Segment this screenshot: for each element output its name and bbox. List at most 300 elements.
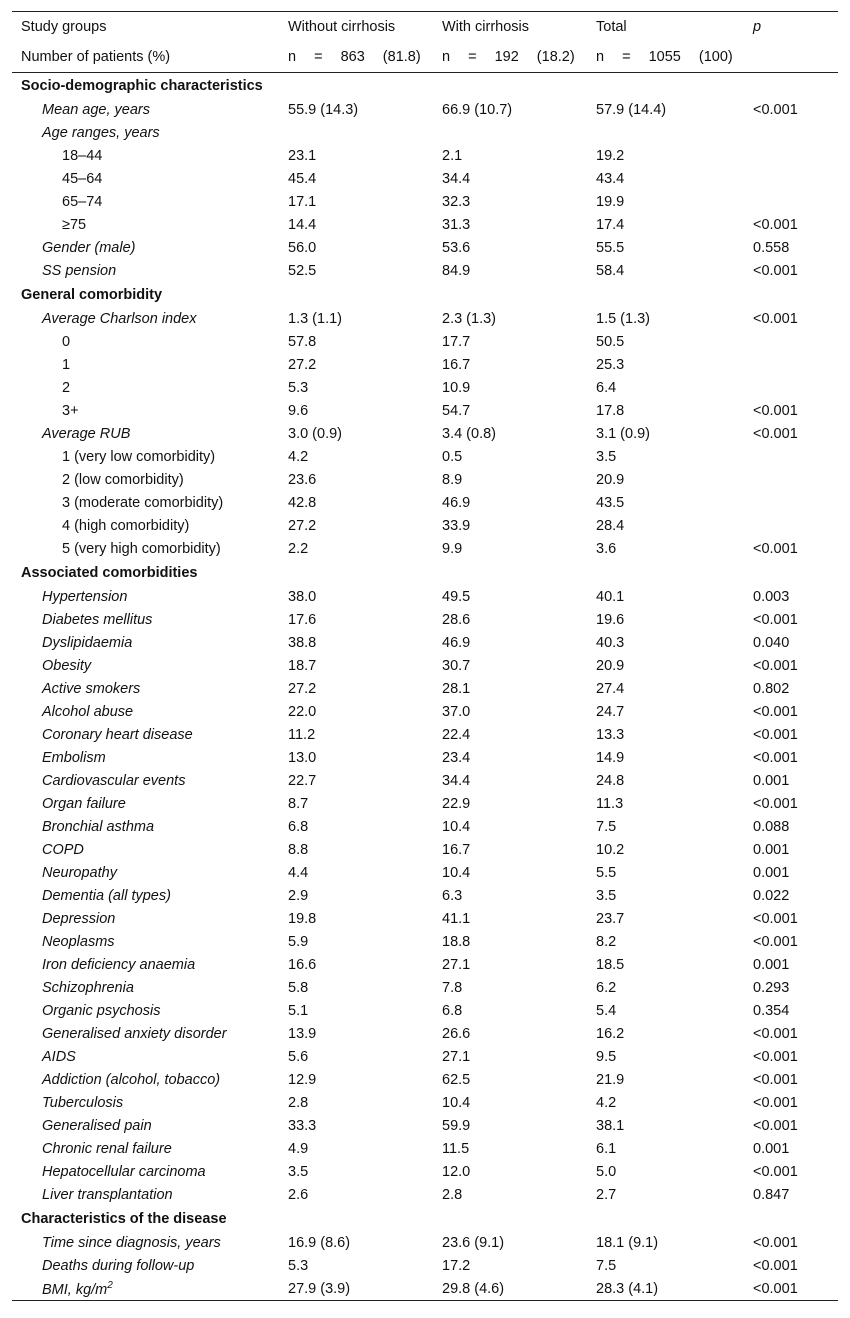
row-label bbox=[12, 1254, 279, 1277]
cell-with-cirrhosis: 28.6 bbox=[442, 611, 471, 628]
row-label bbox=[12, 1160, 279, 1183]
row-label bbox=[12, 930, 279, 953]
row-label-text: Active smokers bbox=[42, 680, 141, 697]
table-row bbox=[12, 930, 838, 953]
row-label-text: Dyslipidaemia bbox=[42, 634, 133, 651]
cell-total: 6.2 bbox=[596, 979, 617, 996]
header-study-groups: Study groups bbox=[12, 12, 279, 43]
cell-total: 3.5 bbox=[596, 887, 617, 904]
cell-without-cirrhosis: 2.2 bbox=[288, 540, 309, 557]
row-label bbox=[12, 121, 279, 144]
cell-without-cirrhosis: 5.6 bbox=[288, 1048, 309, 1065]
cell-without-cirrhosis: 45.4 bbox=[288, 170, 317, 187]
row-label-text: Alcohol abuse bbox=[42, 703, 134, 720]
cell-p-value bbox=[747, 144, 838, 167]
row-label bbox=[12, 353, 279, 376]
cell-with-cirrhosis: 0.5 bbox=[442, 448, 463, 465]
table-row bbox=[12, 1137, 838, 1160]
cell-without-cirrhosis: 4.2 bbox=[288, 448, 309, 465]
table-row bbox=[12, 121, 838, 144]
cell-without-cirrhosis: 13.9 bbox=[288, 1025, 317, 1042]
cell-p-value: 0.001 bbox=[753, 841, 790, 858]
cell-without-cirrhosis: 13.0 bbox=[288, 749, 317, 766]
table-row bbox=[12, 167, 838, 190]
cell-without-cirrhosis: 3.5 bbox=[288, 1163, 309, 1180]
cell-total: 40.1 bbox=[596, 588, 625, 605]
cell-p-value: <0.001 bbox=[753, 1257, 798, 1274]
cell-with-cirrhosis: 32.3 bbox=[442, 193, 471, 210]
cell-total: 17.8 bbox=[596, 402, 625, 419]
section-header-row bbox=[12, 282, 838, 307]
row-label-text: Generalised pain bbox=[42, 1117, 152, 1134]
row-label-text: Gender (male) bbox=[42, 239, 136, 256]
cell-total: 3.1 (0.9) bbox=[596, 425, 650, 442]
cell-with-cirrhosis: 9.9 bbox=[442, 540, 463, 557]
cell-total: 16.2 bbox=[596, 1025, 625, 1042]
cell-with-cirrhosis: 41.1 bbox=[442, 910, 471, 927]
cell-p-value: 0.001 bbox=[753, 772, 790, 789]
header-p-empty bbox=[747, 42, 838, 73]
cell-p-value: 0.022 bbox=[753, 887, 790, 904]
row-label-text: Average Charlson index bbox=[42, 310, 197, 327]
row-label-text: 4 (high comorbidity) bbox=[62, 517, 190, 534]
cell-with-cirrhosis: 49.5 bbox=[442, 588, 471, 605]
table-row bbox=[12, 631, 838, 654]
cell-p-value bbox=[747, 330, 838, 353]
row-label-text: Time since diagnosis, years bbox=[42, 1234, 221, 1251]
row-label-text: 1 (very low comorbidity) bbox=[62, 448, 216, 465]
row-label bbox=[12, 608, 279, 631]
table-row bbox=[12, 537, 838, 560]
row-label-text: 5 (very high comorbidity) bbox=[62, 540, 221, 557]
section-title: Associated comorbidities bbox=[21, 564, 198, 581]
row-label-text: Cardiovascular events bbox=[42, 772, 186, 789]
cell-total: 5.5 bbox=[596, 864, 617, 881]
cell-total: 19.9 bbox=[596, 193, 625, 210]
table-row bbox=[12, 1091, 838, 1114]
cell-with-cirrhosis: 8.9 bbox=[442, 471, 463, 488]
row-label bbox=[12, 746, 279, 769]
table-row bbox=[12, 861, 838, 884]
cell-p-value: <0.001 bbox=[753, 1117, 798, 1134]
cell-with-cirrhosis: 6.8 bbox=[442, 1002, 463, 1019]
table-row bbox=[12, 838, 838, 861]
row-label bbox=[12, 769, 279, 792]
cell-without-cirrhosis: 22.0 bbox=[288, 703, 317, 720]
row-label-text: Organic psychosis bbox=[42, 1002, 161, 1019]
row-label-text: Depression bbox=[42, 910, 116, 927]
row-label-text: Schizophrenia bbox=[42, 979, 134, 996]
cell-without-cirrhosis: 18.7 bbox=[288, 657, 317, 674]
cell-p-value: <0.001 bbox=[753, 216, 798, 233]
cell-p-value bbox=[747, 121, 838, 144]
cell-p-value: 0.088 bbox=[753, 818, 790, 835]
cell-p-value: <0.001 bbox=[753, 540, 798, 557]
cell-p-value: <0.001 bbox=[753, 402, 798, 419]
cell-without-cirrhosis: 57.8 bbox=[288, 333, 317, 350]
table-row bbox=[12, 677, 838, 700]
cell-total: 3.5 bbox=[596, 448, 617, 465]
cell-without-cirrhosis: 11.2 bbox=[288, 726, 316, 743]
row-label-text: Deaths during follow-up bbox=[42, 1257, 195, 1274]
cell-without-cirrhosis: 23.6 bbox=[288, 471, 317, 488]
cell-with-cirrhosis: 16.7 bbox=[442, 841, 471, 858]
row-label bbox=[12, 677, 279, 700]
cell-total: 40.3 bbox=[596, 634, 625, 651]
cell-without-cirrhosis: 33.3 bbox=[288, 1117, 317, 1134]
cell-without-cirrhosis: 8.8 bbox=[288, 841, 309, 858]
table-row bbox=[12, 190, 838, 213]
cell-total: 28.4 bbox=[596, 517, 625, 534]
cell-p-value bbox=[747, 353, 838, 376]
cell-total: 50.5 bbox=[596, 333, 625, 350]
row-label-text: Hepatocellular carcinoma bbox=[42, 1163, 206, 1180]
row-label-text: Obesity bbox=[42, 657, 92, 674]
cell-with-cirrhosis: 7.8 bbox=[442, 979, 463, 996]
cell-p-value: <0.001 bbox=[753, 1025, 798, 1042]
cell-p-value bbox=[747, 468, 838, 491]
row-label-text: AIDS bbox=[42, 1048, 76, 1065]
cell-total: 55.5 bbox=[596, 239, 625, 256]
cell-p-value: <0.001 bbox=[753, 703, 798, 720]
cell-with-cirrhosis: 46.9 bbox=[442, 634, 471, 651]
row-label bbox=[12, 884, 279, 907]
cell-with-cirrhosis: 28.1 bbox=[442, 680, 471, 697]
row-label bbox=[12, 537, 279, 560]
table-header bbox=[12, 12, 838, 73]
cell-total: 5.4 bbox=[596, 1002, 617, 1019]
cell-p-value: 0.040 bbox=[753, 634, 790, 651]
table-row bbox=[12, 746, 838, 769]
cell-without-cirrhosis: 14.4 bbox=[288, 216, 317, 233]
section-header-row bbox=[12, 73, 838, 99]
table-row bbox=[12, 723, 838, 746]
cell-p-value: <0.001 bbox=[753, 1234, 798, 1251]
section-header-row bbox=[12, 1206, 838, 1231]
cell-with-cirrhosis: 2.1 bbox=[442, 147, 463, 164]
row-label-text: Bronchial asthma bbox=[42, 818, 155, 835]
cell-p-value: 0.354 bbox=[753, 1002, 790, 1019]
table-row bbox=[12, 1231, 838, 1254]
cell-total: 9.5 bbox=[596, 1048, 617, 1065]
row-label-text: 2 (low comorbidity) bbox=[62, 471, 184, 488]
cell-total: 24.7 bbox=[596, 703, 625, 720]
cell-with-cirrhosis: 11.5 bbox=[442, 1140, 470, 1157]
cell-p-value bbox=[747, 445, 838, 468]
cell-with-cirrhosis: 34.4 bbox=[442, 170, 471, 187]
row-label bbox=[12, 236, 279, 259]
table-row bbox=[12, 608, 838, 631]
row-label-text: Coronary heart disease bbox=[42, 726, 193, 743]
row-label-text: 3+ bbox=[62, 402, 79, 419]
cell-total: 7.5 bbox=[596, 1257, 617, 1274]
row-label bbox=[12, 1183, 279, 1206]
cell-total: 20.9 bbox=[596, 471, 625, 488]
row-label bbox=[12, 792, 279, 815]
cell-without-cirrhosis: 23.1 bbox=[288, 147, 317, 164]
cell-without-cirrhosis: 5.3 bbox=[288, 1257, 309, 1274]
cell-p-value: <0.001 bbox=[753, 101, 798, 118]
row-label-text: Diabetes mellitus bbox=[42, 611, 153, 628]
section-title: Characteristics of the disease bbox=[21, 1210, 227, 1227]
cell-p-value: <0.001 bbox=[753, 425, 798, 442]
cell-total: 25.3 bbox=[596, 356, 625, 373]
table-row bbox=[12, 491, 838, 514]
cell-p-value bbox=[747, 491, 838, 514]
cell-with-cirrhosis: 10.9 bbox=[442, 379, 471, 396]
row-label-text: 2 bbox=[62, 379, 71, 396]
cell-total: 27.4 bbox=[596, 680, 625, 697]
cell-total: 57.9 (14.4) bbox=[596, 101, 667, 118]
row-label-text: BMI, kg/m bbox=[42, 1281, 108, 1298]
cell-p-value: 0.847 bbox=[753, 1186, 790, 1203]
header-n-without-cirrhosis: n = 863 (81.8) bbox=[279, 42, 433, 73]
table-row bbox=[12, 1254, 838, 1277]
row-label bbox=[12, 907, 279, 930]
cell-p-value: 0.001 bbox=[753, 864, 790, 881]
cell-total: 23.7 bbox=[596, 910, 625, 927]
cell-without-cirrhosis: 52.5 bbox=[288, 262, 317, 279]
cell-without-cirrhosis: 2.8 bbox=[288, 1094, 309, 1111]
row-label bbox=[12, 98, 279, 121]
cell-total: 10.2 bbox=[596, 841, 625, 858]
cell-without-cirrhosis: 9.6 bbox=[288, 402, 309, 419]
cell-with-cirrhosis: 46.9 bbox=[442, 494, 471, 511]
table-row bbox=[12, 259, 838, 282]
row-label bbox=[12, 723, 279, 746]
cell-p-value: <0.001 bbox=[753, 933, 798, 950]
header-row-counts bbox=[12, 42, 838, 73]
cell-total: 1.5 (1.3) bbox=[596, 310, 650, 327]
cell-with-cirrhosis: 10.4 bbox=[442, 1094, 471, 1111]
cell-without-cirrhosis: 5.8 bbox=[288, 979, 309, 996]
row-label-text: Addiction (alcohol, tobacco) bbox=[42, 1071, 221, 1088]
cell-total: 43.4 bbox=[596, 170, 625, 187]
table-row bbox=[12, 376, 838, 399]
cell-p-value bbox=[747, 190, 838, 213]
row-label-text: Tuberculosis bbox=[42, 1094, 124, 1111]
cell-without-cirrhosis: 8.7 bbox=[288, 795, 309, 812]
cell-with-cirrhosis: 18.8 bbox=[442, 933, 471, 950]
cell-with-cirrhosis: 27.1 bbox=[442, 1048, 471, 1065]
table-row bbox=[12, 700, 838, 723]
header-total: Total bbox=[587, 12, 747, 43]
row-label bbox=[12, 144, 279, 167]
cell-without-cirrhosis: 27.9 (3.9) bbox=[279, 1277, 433, 1301]
cell-with-cirrhosis: 22.9 bbox=[442, 795, 471, 812]
table-row bbox=[12, 585, 838, 608]
row-label-text: 1 bbox=[62, 356, 71, 373]
cell-with-cirrhosis: 66.9 (10.7) bbox=[442, 101, 513, 118]
row-label bbox=[12, 445, 279, 468]
cell-without-cirrhosis: 2.9 bbox=[288, 887, 309, 904]
row-label bbox=[12, 1045, 279, 1068]
cell-p-value bbox=[747, 514, 838, 537]
row-label bbox=[12, 976, 279, 999]
table-row bbox=[12, 330, 838, 353]
row-label bbox=[12, 1091, 279, 1114]
cell-p-value: <0.001 bbox=[747, 1277, 838, 1301]
table-row bbox=[12, 213, 838, 236]
cell-p-value: <0.001 bbox=[753, 1094, 798, 1111]
cell-with-cirrhosis: 2.3 (1.3) bbox=[442, 310, 496, 327]
cell-with-cirrhosis: 54.7 bbox=[442, 402, 471, 419]
cell-p-value bbox=[747, 376, 838, 399]
cell-p-value: <0.001 bbox=[753, 910, 798, 927]
row-label bbox=[12, 468, 279, 491]
cell-without-cirrhosis: 19.8 bbox=[288, 910, 317, 927]
cell-with-cirrhosis: 29.8 (4.6) bbox=[433, 1277, 587, 1301]
cell-p-value: <0.001 bbox=[753, 795, 798, 812]
cell-with-cirrhosis: 37.0 bbox=[442, 703, 471, 720]
table-row bbox=[12, 792, 838, 815]
cell-with-cirrhosis: 33.9 bbox=[442, 517, 471, 534]
header-row-groups bbox=[12, 12, 838, 43]
section-header-row bbox=[12, 560, 838, 585]
cell-total: 17.4 bbox=[596, 216, 625, 233]
row-label-text: Average RUB bbox=[42, 425, 131, 442]
cell-total: 14.9 bbox=[596, 749, 625, 766]
row-label-text: Mean age, years bbox=[42, 101, 151, 118]
table-row bbox=[12, 654, 838, 677]
table-row bbox=[12, 999, 838, 1022]
cell-total: 43.5 bbox=[596, 494, 625, 511]
row-label bbox=[12, 330, 279, 353]
cell-total: 20.9 bbox=[596, 657, 625, 674]
cell-without-cirrhosis: 16.6 bbox=[288, 956, 317, 973]
cell-with-cirrhosis bbox=[433, 121, 587, 144]
cell-p-value: <0.001 bbox=[753, 1048, 798, 1065]
cell-without-cirrhosis: 12.9 bbox=[288, 1071, 317, 1088]
table-row bbox=[12, 884, 838, 907]
cell-p-value: 0.003 bbox=[753, 588, 790, 605]
row-label-text: Hypertension bbox=[42, 588, 128, 605]
cell-without-cirrhosis: 22.7 bbox=[288, 772, 317, 789]
cell-total: 21.9 bbox=[596, 1071, 625, 1088]
table-row bbox=[12, 353, 838, 376]
table-row bbox=[12, 976, 838, 999]
cell-with-cirrhosis: 59.9 bbox=[442, 1117, 471, 1134]
row-label bbox=[12, 654, 279, 677]
cell-p-value: 0.001 bbox=[753, 1140, 790, 1157]
cell-without-cirrhosis: 5.9 bbox=[288, 933, 309, 950]
row-label-text: COPD bbox=[42, 841, 84, 858]
cell-without-cirrhosis: 38.0 bbox=[288, 588, 317, 605]
row-label bbox=[12, 422, 279, 445]
row-label bbox=[12, 376, 279, 399]
row-label-text: Liver transplantation bbox=[42, 1186, 173, 1203]
cell-with-cirrhosis: 30.7 bbox=[442, 657, 471, 674]
section-title: General comorbidity bbox=[21, 286, 163, 303]
cell-total: 18.5 bbox=[596, 956, 625, 973]
row-label bbox=[12, 999, 279, 1022]
cell-with-cirrhosis: 27.1 bbox=[442, 956, 471, 973]
table-row bbox=[12, 422, 838, 445]
cell-with-cirrhosis: 22.4 bbox=[442, 726, 471, 743]
table-row bbox=[12, 468, 838, 491]
cell-p-value: 0.802 bbox=[753, 680, 790, 697]
cell-total: 58.4 bbox=[596, 262, 625, 279]
cell-total: 4.2 bbox=[596, 1094, 617, 1111]
cell-p-value: <0.001 bbox=[753, 262, 798, 279]
table-body bbox=[12, 73, 838, 1301]
row-label bbox=[12, 861, 279, 884]
cell-total bbox=[587, 121, 747, 144]
row-label-text: Embolism bbox=[42, 749, 106, 766]
cell-with-cirrhosis: 26.6 bbox=[442, 1025, 471, 1042]
cell-without-cirrhosis: 2.6 bbox=[288, 1186, 309, 1203]
cell-total: 7.5 bbox=[596, 818, 617, 835]
table-row bbox=[12, 445, 838, 468]
table-row bbox=[12, 144, 838, 167]
row-label bbox=[12, 1068, 279, 1091]
cell-without-cirrhosis: 3.0 (0.9) bbox=[288, 425, 342, 442]
cell-without-cirrhosis: 4.4 bbox=[288, 864, 309, 881]
cell-with-cirrhosis: 23.4 bbox=[442, 749, 471, 766]
cell-total: 6.4 bbox=[596, 379, 617, 396]
cell-with-cirrhosis: 16.7 bbox=[442, 356, 471, 373]
cell-without-cirrhosis: 16.9 (8.6) bbox=[288, 1234, 351, 1251]
cell-with-cirrhosis: 34.4 bbox=[442, 772, 471, 789]
row-label bbox=[12, 213, 279, 236]
header-without-cirrhosis: Without cirrhosis bbox=[279, 12, 433, 43]
cell-total: 19.2 bbox=[596, 147, 625, 164]
table-row bbox=[12, 815, 838, 838]
row-label-text: Iron deficiency anaemia bbox=[42, 956, 196, 973]
cell-without-cirrhosis: 4.9 bbox=[288, 1140, 309, 1157]
section-title: Socio-demographic characteristics bbox=[21, 77, 263, 94]
cell-p-value: <0.001 bbox=[753, 611, 798, 628]
row-label bbox=[12, 307, 279, 330]
cell-without-cirrhosis: 27.2 bbox=[288, 517, 317, 534]
cell-without-cirrhosis: 5.1 bbox=[288, 1002, 309, 1019]
table-row bbox=[12, 1114, 838, 1137]
table-row bbox=[12, 769, 838, 792]
cell-p-value: 0.001 bbox=[753, 956, 790, 973]
table-row bbox=[12, 1022, 838, 1045]
cell-with-cirrhosis: 6.3 bbox=[442, 887, 463, 904]
cell-total: 8.2 bbox=[596, 933, 617, 950]
cell-total: 24.8 bbox=[596, 772, 625, 789]
cell-with-cirrhosis: 3.4 (0.8) bbox=[442, 425, 496, 442]
cell-without-cirrhosis: 38.8 bbox=[288, 634, 317, 651]
cell-without-cirrhosis bbox=[279, 121, 433, 144]
table-row bbox=[12, 1183, 838, 1206]
cell-without-cirrhosis: 17.6 bbox=[288, 611, 317, 628]
table-row bbox=[12, 399, 838, 422]
cell-total: 2.7 bbox=[596, 1186, 617, 1203]
cell-total: 5.0 bbox=[596, 1163, 617, 1180]
row-label bbox=[12, 491, 279, 514]
row-label-text: 3 (moderate comorbidity) bbox=[62, 494, 224, 511]
row-label bbox=[12, 631, 279, 654]
row-label bbox=[12, 190, 279, 213]
cell-with-cirrhosis: 17.2 bbox=[442, 1257, 471, 1274]
row-label-text: Organ failure bbox=[42, 795, 126, 812]
cell-without-cirrhosis: 56.0 bbox=[288, 239, 317, 256]
row-label bbox=[12, 167, 279, 190]
cell-without-cirrhosis: 42.8 bbox=[288, 494, 317, 511]
table-row bbox=[12, 1045, 838, 1068]
row-label-text: 0 bbox=[62, 333, 71, 350]
row-label-text: Dementia (all types) bbox=[42, 887, 171, 904]
row-label-text: Generalised anxiety disorder bbox=[42, 1025, 227, 1042]
table-row bbox=[12, 1277, 838, 1301]
cell-without-cirrhosis: 6.8 bbox=[288, 818, 309, 835]
row-label bbox=[12, 399, 279, 422]
row-label-text: 45–64 bbox=[62, 170, 103, 187]
row-label bbox=[12, 838, 279, 861]
